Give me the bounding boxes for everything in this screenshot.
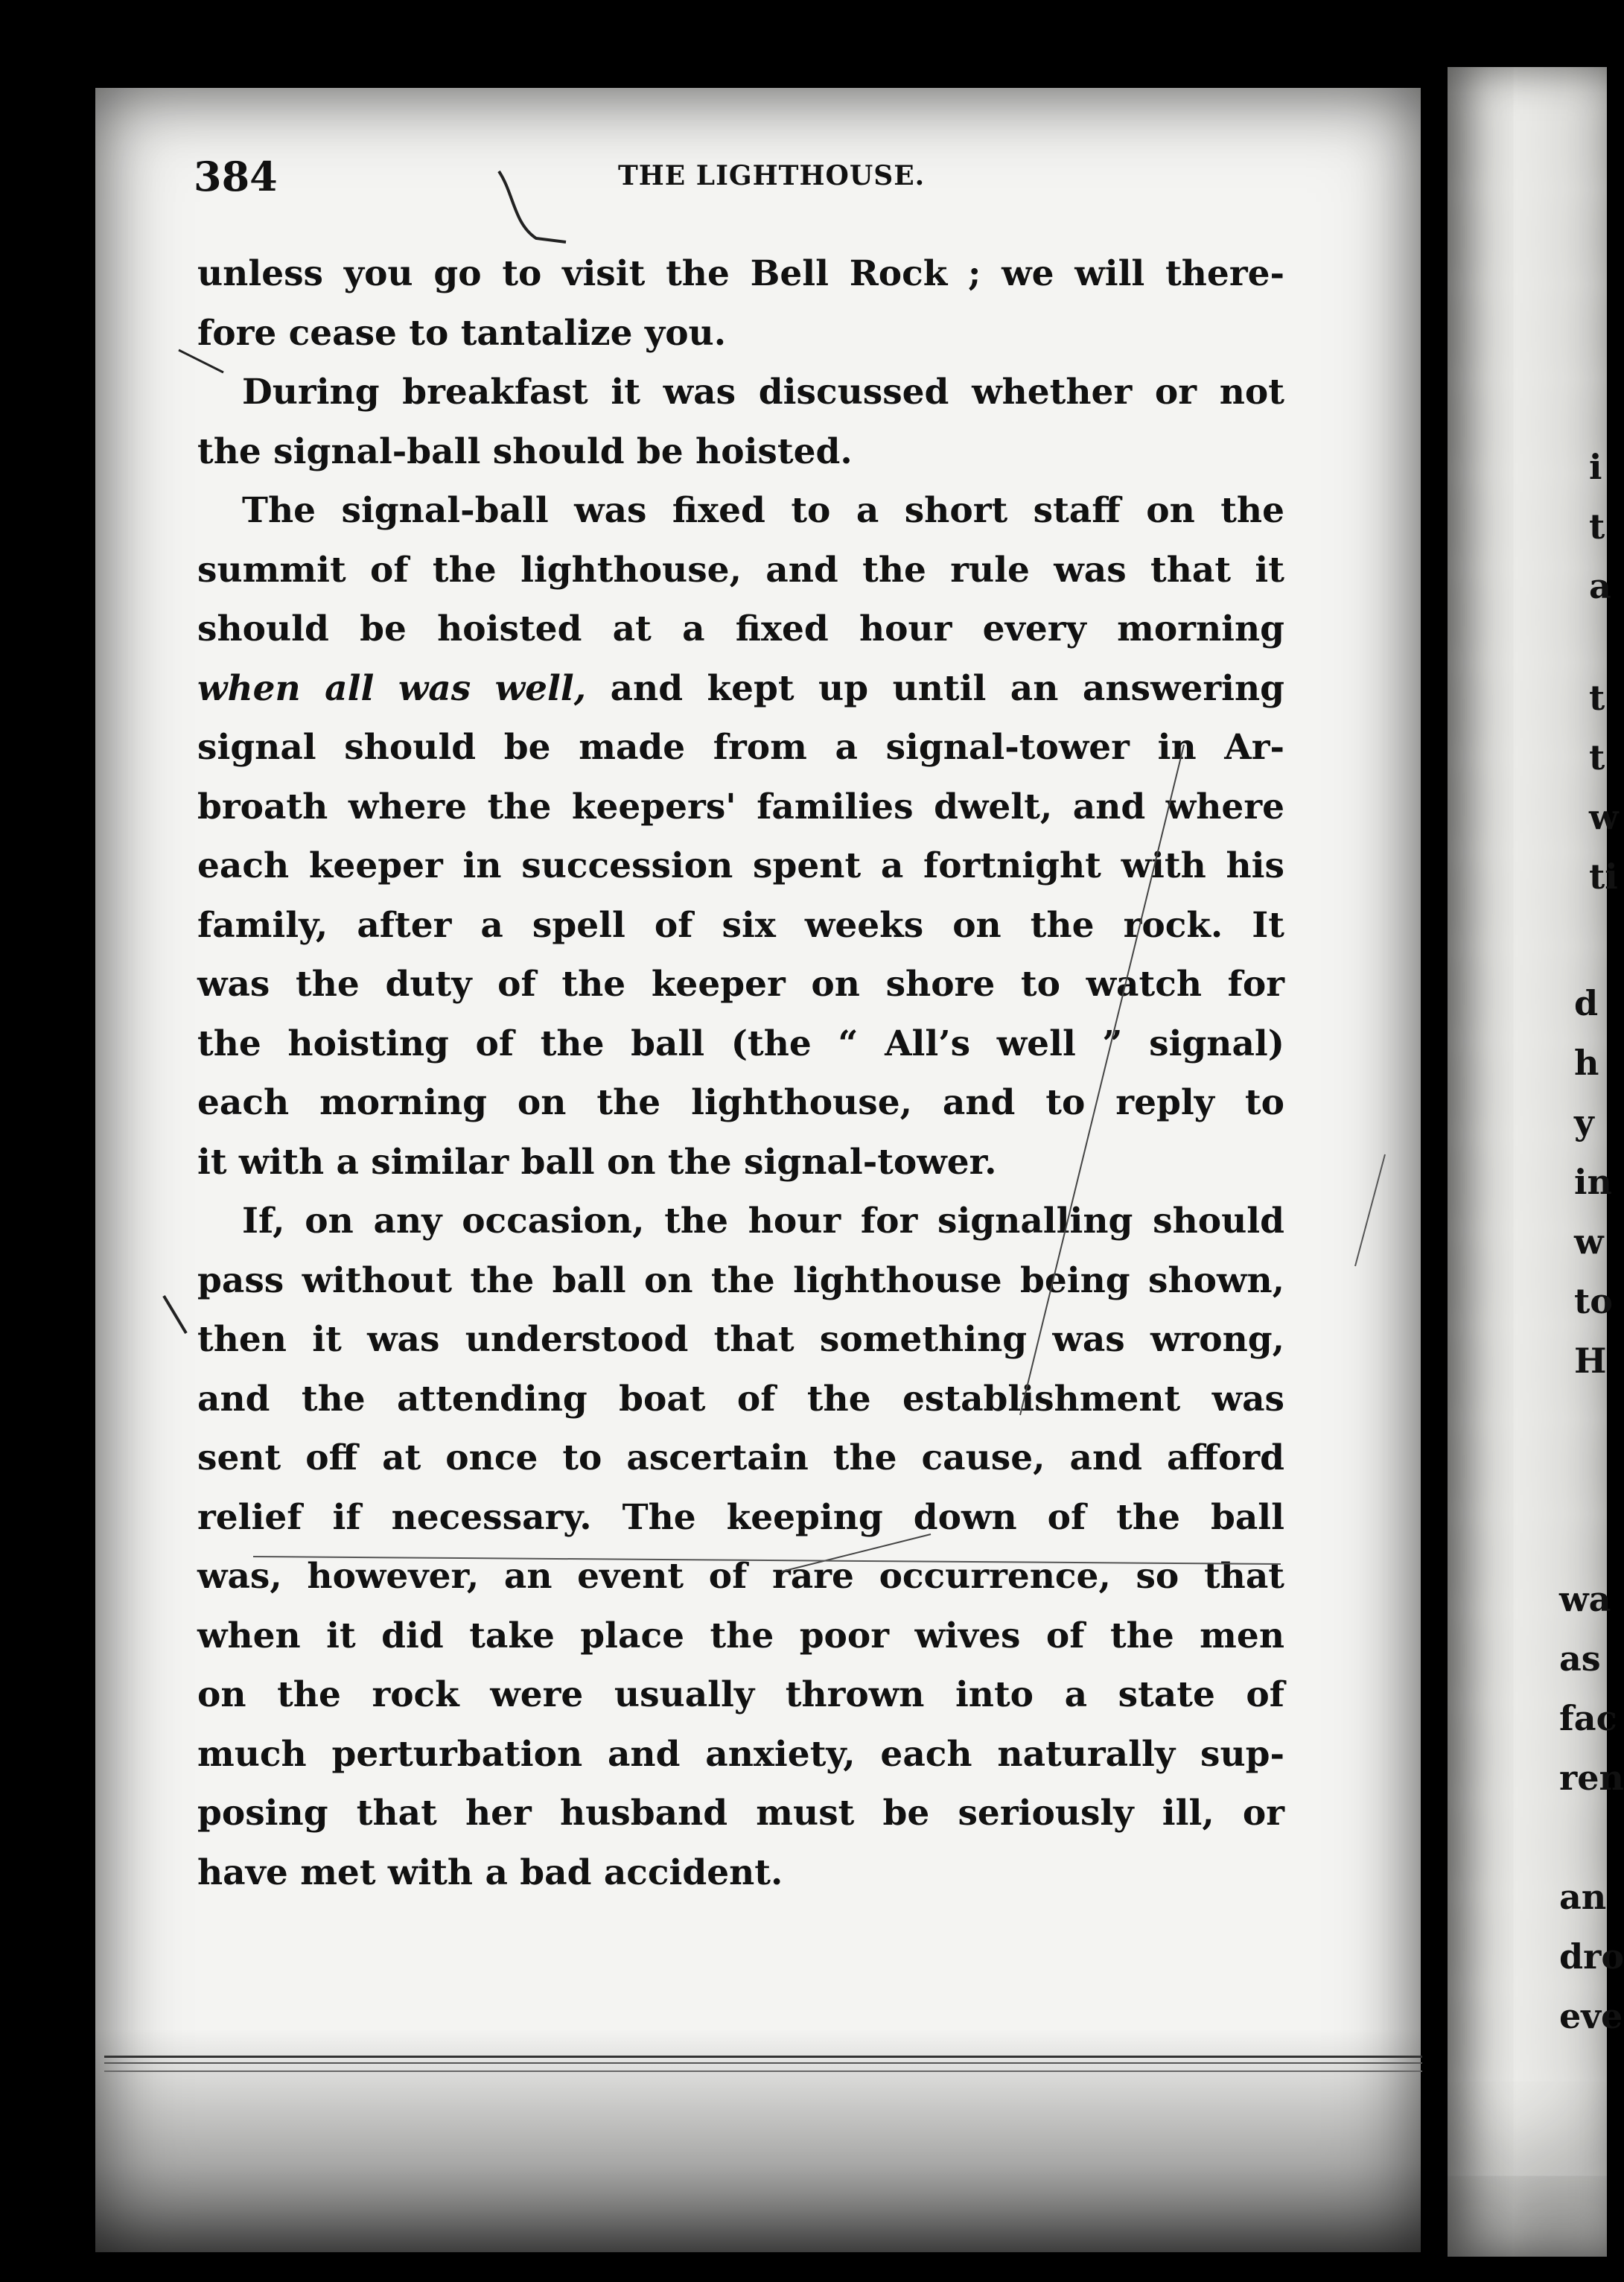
- facing-page-fragment: w: [1589, 797, 1619, 837]
- facing-page-fragment: dro: [1559, 1936, 1624, 1977]
- facing-page-fragment: H: [1574, 1341, 1607, 1381]
- text-line: fore cease to tantalize you.: [197, 312, 727, 354]
- facing-page-fragment: t: [1589, 737, 1605, 778]
- text-line: family, after a spell of six weeks on the rock. It: [197, 904, 1284, 946]
- facing-page-fragment: d: [1574, 983, 1599, 1023]
- text-line: relief if necessary. The keeping down of the ball: [197, 1496, 1284, 1538]
- text-line: posing that her husband must be seriously ill, or: [197, 1793, 1284, 1834]
- page-number: 384: [194, 153, 278, 200]
- text-line: have met with a bad accident.: [197, 1852, 783, 1893]
- text-line: pass without the ball on the lighthouse being shown,: [197, 1259, 1284, 1301]
- text-line: on the rock were usually thrown into a state of: [197, 1674, 1284, 1715]
- facing-page-fragment: i: [1589, 447, 1602, 487]
- facing-page-fragment: as: [1559, 1639, 1601, 1679]
- text-line: summit of the lighthouse, and the rule was that it: [197, 549, 1284, 591]
- facing-page: [1448, 67, 1624, 2257]
- book-gutter: [1422, 45, 1448, 2249]
- text-line: During breakfast it was discussed whether or not: [242, 372, 1284, 413]
- italic-phrase: when all was well,: [197, 667, 587, 709]
- text-line: signal should be made from a signal-tower in Ar-: [197, 727, 1284, 768]
- facing-page-fragment: in: [1574, 1162, 1612, 1202]
- page-bottom-rule: [104, 2056, 1422, 2064]
- text-line: was the duty of the keeper on shore to watch for: [197, 964, 1284, 1005]
- text-line: the signal-ball should be hoisted.: [197, 430, 853, 472]
- text-line: was, however, an event of rare occurrence, so that: [197, 1556, 1284, 1597]
- facing-page-fragment: t: [1589, 678, 1605, 718]
- text-line: it with a similar ball on the signal-tower.: [197, 1141, 997, 1183]
- facing-page-fragment: h: [1574, 1043, 1599, 1083]
- facing-page-fragment: ren: [1559, 1758, 1624, 1798]
- facing-page-fragment: y: [1574, 1102, 1594, 1142]
- text-fragment: and kept up until an answering: [586, 667, 1285, 709]
- facing-page-fragment: w: [1574, 1221, 1604, 1262]
- text-line: each morning on the lighthouse, and to reply to: [197, 1082, 1284, 1123]
- text-line: unless you go to visit the Bell Rock ; we will there-: [197, 253, 1284, 294]
- facing-page-fragment: t: [1589, 506, 1605, 547]
- text-line: sent off at once to ascertain the cause, and afford: [197, 1437, 1284, 1478]
- body-text: [197, 244, 1284, 1902]
- facing-page-fragment: fac: [1559, 1698, 1617, 1738]
- facing-page-fragment: to: [1574, 1281, 1613, 1321]
- text-line: broath where the keepers' families dwelt, and where: [197, 786, 1284, 827]
- page-header: [194, 153, 1311, 212]
- facing-page-fragment: a: [1589, 566, 1611, 606]
- facing-page-fragment: eve: [1559, 1996, 1623, 2036]
- text-line: much perturbation and anxiety, each naturally sup-: [197, 1733, 1284, 1775]
- text-line: when it did take place the poor wives of the men: [197, 1615, 1284, 1656]
- text-line: should be hoisted at a fixed hour every morning: [197, 608, 1284, 649]
- running-head: THE LIGHTHOUSE.: [618, 160, 926, 191]
- facing-page-fragment: ti: [1589, 856, 1618, 897]
- facing-page-fragment: an: [1559, 1877, 1607, 1917]
- page-bottom-rule: [104, 2070, 1422, 2072]
- text-line: [197, 659, 1284, 719]
- text-line: each keeper in succession spent a fortnight with his: [197, 845, 1284, 886]
- text-line: and the attending boat of the establishment was: [197, 1378, 1284, 1420]
- text-line: then it was understood that something was wrong,: [197, 1319, 1284, 1360]
- text-line: If, on any occasion, the hour for signalling should: [242, 1201, 1284, 1242]
- text-line: the hoisting of the ball (the “ All’s well ” signal): [197, 1023, 1284, 1064]
- text-line: The signal-ball was fixed to a short staff on the: [242, 490, 1284, 531]
- facing-page-fragment: wa: [1559, 1579, 1611, 1619]
